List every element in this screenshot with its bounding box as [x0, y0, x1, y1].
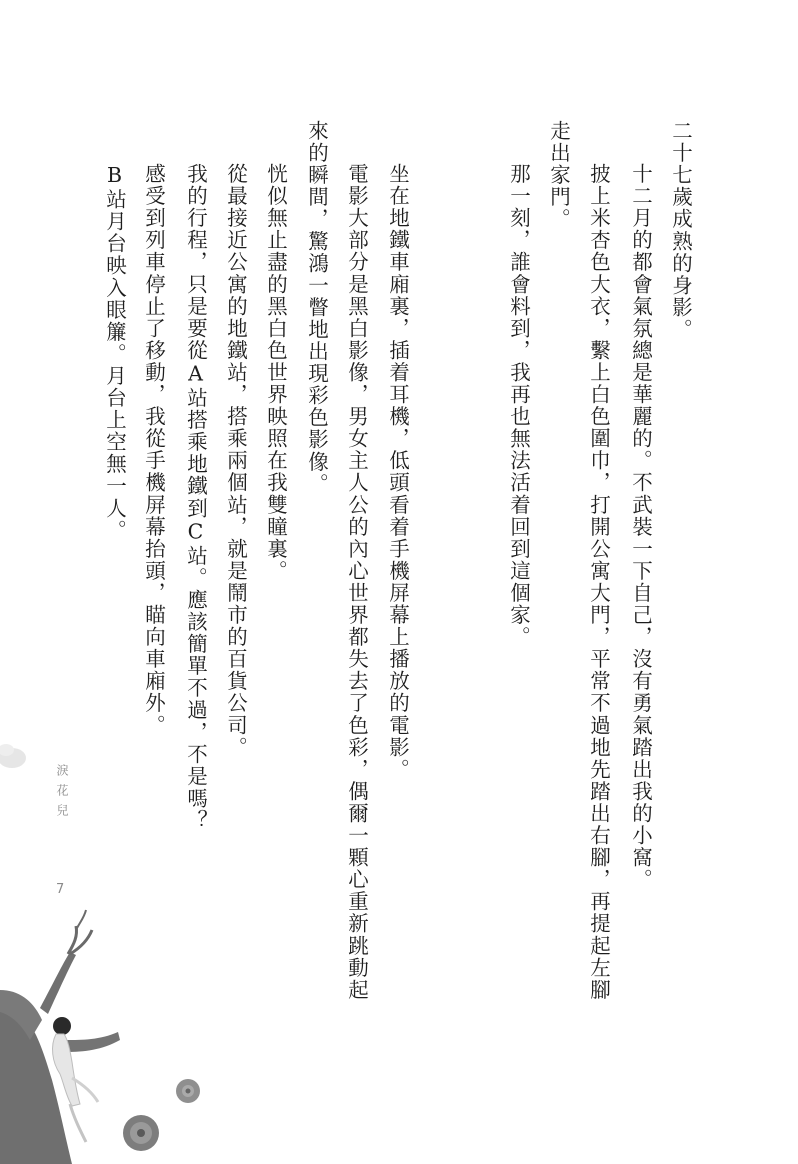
text-column: 我的行程，只是要從A站搭乘地鐵到C站。應該簡單不過，不是嗎？ — [183, 163, 208, 832]
text-column: 電影大部分是黑白影像，男女主人公的內心世界都失去了色彩，偶爾一顆心重新跳動起 — [344, 163, 369, 1001]
book-title: 淚花兒 — [55, 764, 69, 824]
flower-icon-large — [123, 1115, 159, 1151]
text-column: 走出家門。 — [546, 120, 571, 231]
text-column: 坐在地鐵車廂裏，插着耳機，低頭看着手機屏幕上播放的電影。 — [385, 163, 410, 781]
text-column: 十二月的都會氣氛總是華麗的。不武裝一下自己，沒有勇氣踏出我的小窩。 — [628, 163, 653, 891]
text-column: 從最接近公寓的地鐵站，搭乘兩個站，就是鬧市的百貨公司。 — [223, 163, 248, 759]
text-column: 那一刻，誰會料到，我再也無法活着回到這個家。 — [506, 163, 531, 649]
text-column: 披上米杏色大衣，繫上白色圍巾，打開公寓大門，平常不過地先踏出右腳，再提起左腳 — [586, 163, 611, 1001]
flower-icon-small — [176, 1079, 200, 1103]
faint-flower-icon — [0, 744, 26, 768]
tree-girl-illustration — [0, 740, 220, 1164]
text-column: 來的瞬間，驚鴻一瞥地出現彩色影像。 — [304, 120, 329, 495]
text-column: B站月台映入眼簾。月台上空無一人。 — [102, 163, 127, 542]
page-number: 7 — [56, 882, 65, 897]
tree-branch — [40, 952, 76, 1014]
text-column: 恍似無止盡的黑白色世界映照在我雙瞳裏。 — [263, 163, 288, 582]
text-column: 感受到列車停止了移動，我從手機屏幕抬頭，瞄向車廂外。 — [141, 163, 166, 737]
text-column: 二十七歲成熟的身影。 — [668, 120, 693, 341]
